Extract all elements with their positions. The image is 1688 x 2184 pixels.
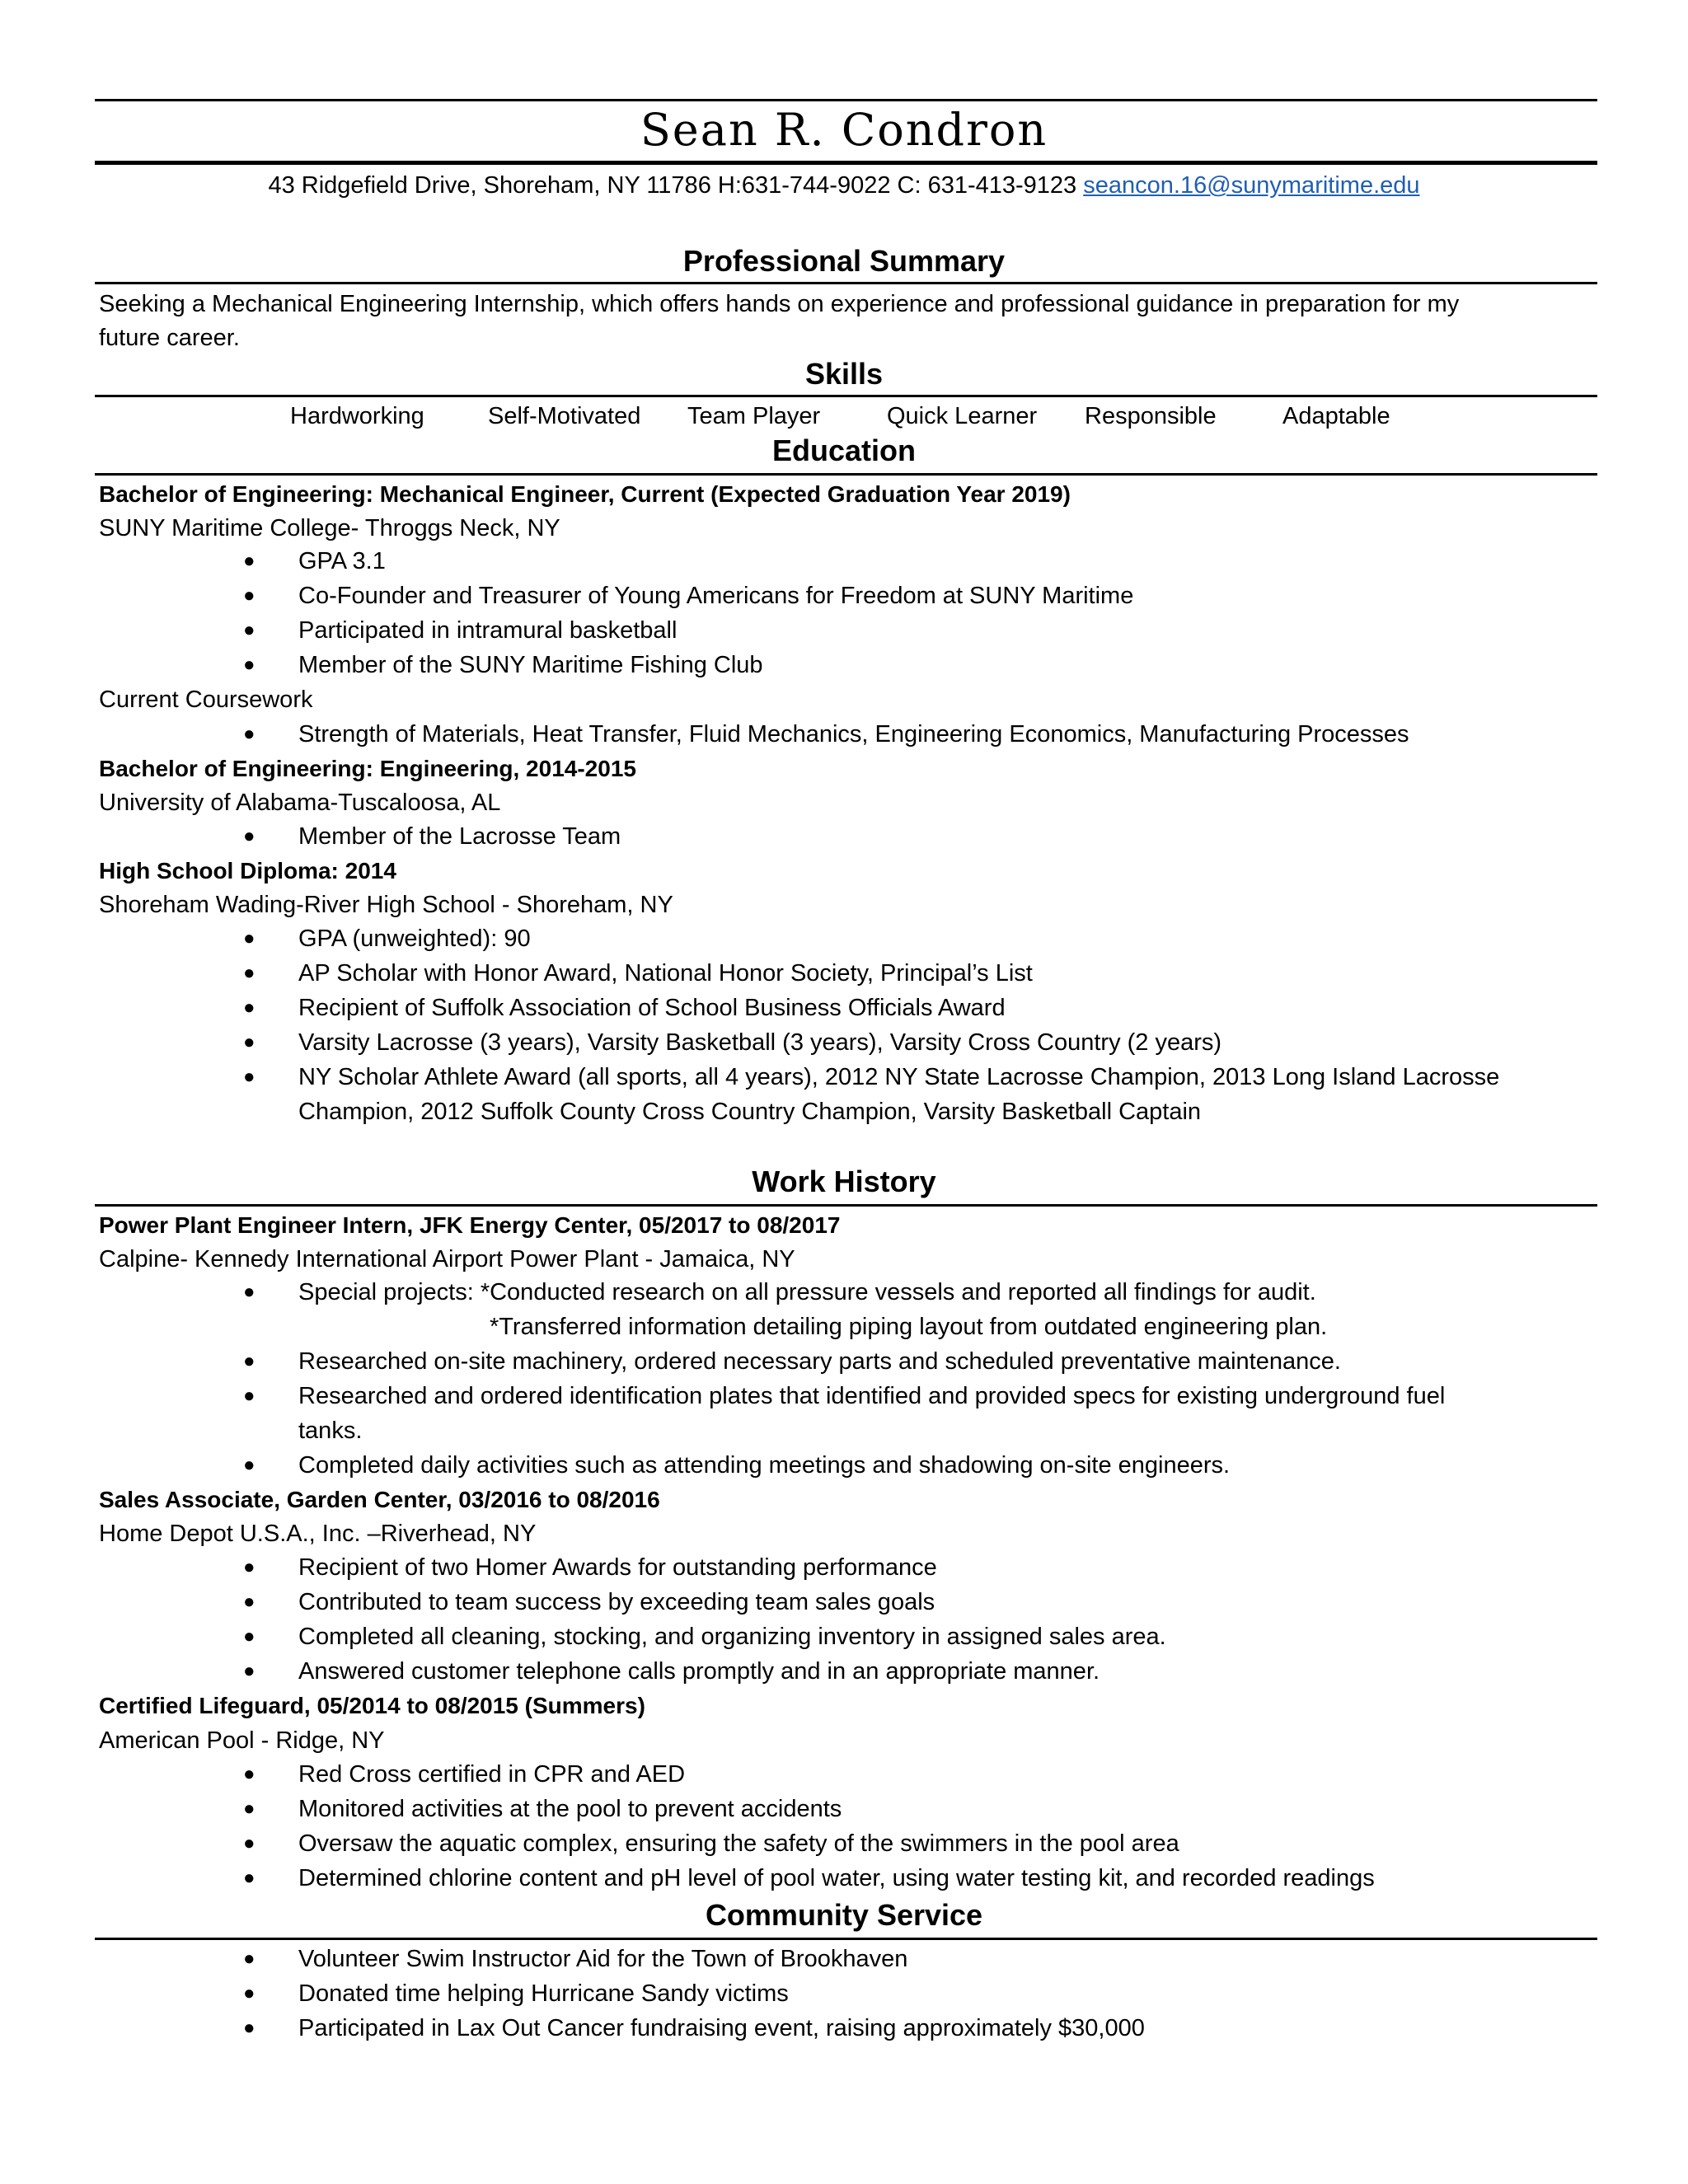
education-heading: Education [771,434,916,467]
contact-details: 43 Ridgefield Drive, Shoreham, NY 11786 H:631-744-9022 C: 631-413-9123 [268,172,1077,199]
bullet-icon: ● [243,1947,256,1970]
education-entry-org: SUNY Maritime College- Throggs Neck, NY [99,515,560,541]
bullet-icon: ● [243,1797,256,1820]
education-entry-org: University of Alabama-Tuscaloosa, AL [99,790,501,816]
bullet-icon: ● [243,1385,256,1407]
bullet-icon: ● [243,1350,256,1372]
education-bullet: AP Scholar with Honor Award, National Honor Society, Principal’s List [298,960,1033,987]
work-bullet: Completed all cleaning, stocking, and organizing inventory in assigned sales area. [298,1624,1166,1650]
work-bullet: Researched and ordered identification plates that identified and provided specs for existing underground fuel [298,1383,1446,1409]
bullet-icon: ● [243,1763,256,1785]
work-bullet-continued: *Transferred information detailing piping layout from outdated engineering plan. [490,1314,1328,1340]
bullet-icon: ● [243,654,256,676]
education-bullet-continued: Champion, 2012 Suffolk County Cross Country Champion, Varsity Basketball Captain [298,1099,1202,1125]
work-rule [95,1204,1597,1207]
education-bullet: Varsity Lacrosse (3 years), Varsity Basketball (3 years), Varsity Cross Country (2 years) [298,1029,1222,1056]
bullet-icon: ● [243,723,256,745]
bullet-icon: ● [243,996,256,1019]
education-bullet: Member of the SUNY Maritime Fishing Club [298,652,763,678]
work-bullet: Recipient of two Homer Awards for outstanding performance [298,1554,937,1581]
work-bullet: Completed daily activities such as attending meetings and shadowing on-site engineers. [298,1452,1231,1479]
work-heading: Work History [752,1165,936,1198]
work-entry-title: Power Plant Engineer Intern, JFK Energy Center, 05/2017 to 08/2017 [99,1212,841,1238]
bullet-icon: ● [243,962,256,984]
bullet-icon: ● [243,1454,256,1476]
bullet-icon: ● [243,1556,256,1578]
work-bullet: Contributed to team success by exceeding team sales goals [298,1589,935,1615]
work-bullet: Oversaw the aquatic complex, ensuring the safety of the swimmers in the pool area [298,1830,1179,1857]
education-entry-title: Bachelor of Engineering: Engineering, 2014-2015 [99,756,636,781]
education-entry-title: Bachelor of Engineering: Mechanical Engineer, Current (Expected Graduation Year 2019) [99,481,1071,507]
community-rule [95,1938,1597,1940]
bullet-icon: ● [243,825,256,847]
email-link[interactable]: seancon.16@sunymaritime.edu [1083,172,1420,199]
community-bullet: Donated time helping Hurricane Sandy victims [298,1980,789,2007]
skill-item: Hardworking [290,403,424,429]
bullet-icon: ● [243,1625,256,1647]
education-entry-org: Shoreham Wading-River High School - Shoreham, NY [99,892,673,918]
bullet-icon: ● [243,1281,256,1303]
skill-item: Adaptable [1282,403,1390,429]
summary-line-1: Seeking a Mechanical Engineering Internship, which offers hands on experience and professional guidance in preparation for my [99,291,1460,317]
work-entry-org: Home Depot U.S.A., Inc. –Riverhead, NY [99,1521,537,1547]
education-bullet: GPA 3.1 [298,548,386,574]
summary-rule [95,282,1597,284]
work-bullet: Red Cross certified in CPR and AED [298,1761,686,1788]
bullet-icon: ● [243,1982,256,2004]
bullet-icon: ● [243,1066,256,1088]
bullet-icon: ● [243,2017,256,2039]
skill-item: Team Player [687,403,821,429]
summary-line-2: future career. [99,325,240,351]
work-bullet: Special projects: *Conducted research on all pressure vessels and reported all findings for audit. [298,1279,1316,1305]
skill-item: Responsible [1085,403,1217,429]
education-bullet: Co-Founder and Treasurer of Young Americans for Freedom at SUNY Maritime [298,583,1134,609]
name-underline [95,161,1597,165]
education-bullet: Member of the Lacrosse Team [298,823,621,850]
skill-item: Quick Learner [887,403,1038,429]
education-rule [95,473,1597,476]
coursework-label: Current Coursework [99,687,313,713]
coursework-bullet: Strength of Materials, Heat Transfer, Fluid Mechanics, Engineering Economics, Manufacturing Processes [298,721,1409,748]
bullet-icon: ● [243,927,256,949]
education-entry-title: High School Diploma: 2014 [99,858,396,883]
education-bullet: Recipient of Suffolk Association of School Business Officials Award [298,995,1006,1021]
bullet-icon: ● [243,1660,256,1682]
contact-line [0,169,1688,202]
community-bullet: Volunteer Swim Instructor Aid for the Town of Brookhaven [298,1946,908,1972]
bullet-icon: ● [243,550,256,572]
work-bullet-continued: tanks. [298,1418,363,1444]
work-bullet: Researched on-site machinery, ordered necessary parts and scheduled preventative maintenance. [298,1348,1341,1375]
skills-heading: Skills [804,357,884,391]
skill-item: Self-Motivated [488,403,641,429]
work-entry-org: American Pool - Ridge, NY [99,1727,385,1754]
bullet-icon: ● [243,1832,256,1854]
work-bullet: Monitored activities at the pool to prevent accidents [298,1796,842,1822]
work-entry-title: Certified Lifeguard, 05/2014 to 08/2015 (Summers) [99,1693,645,1718]
work-entry-org: Calpine- Kennedy International Airport Power Plant - Jamaica, NY [99,1246,795,1272]
bullet-icon: ● [243,1591,256,1613]
bullet-icon: ● [243,619,256,641]
education-bullet: GPA (unweighted): 90 [298,926,531,952]
education-bullet: Participated in intramural basketball [298,617,678,644]
summary-heading: Professional Summary [682,244,1006,278]
work-bullet: Answered customer telephone calls promptly and in an appropriate manner. [298,1658,1100,1685]
resume-name: Sean R. Condron [640,104,1048,156]
bullet-icon: ● [243,584,256,607]
skills-rule [95,395,1597,397]
work-bullet: Determined chlorine content and pH level of pool water, using water testing kit, and recorded readings [298,1865,1375,1891]
work-entry-title: Sales Associate, Garden Center, 03/2016 to 08/2016 [99,1487,660,1512]
community-heading: Community Service [705,1898,983,1932]
education-bullet: NY Scholar Athlete Award (all sports, all 4 years), 2012 NY State Lacrosse Champion, 2013 Long Island Lacrosse [298,1064,1500,1090]
community-bullet: Participated in Lax Out Cancer fundraising event, raising approximately $30,000 [298,2015,1145,2041]
bullet-icon: ● [243,1867,256,1889]
bullet-icon: ● [243,1031,256,1053]
